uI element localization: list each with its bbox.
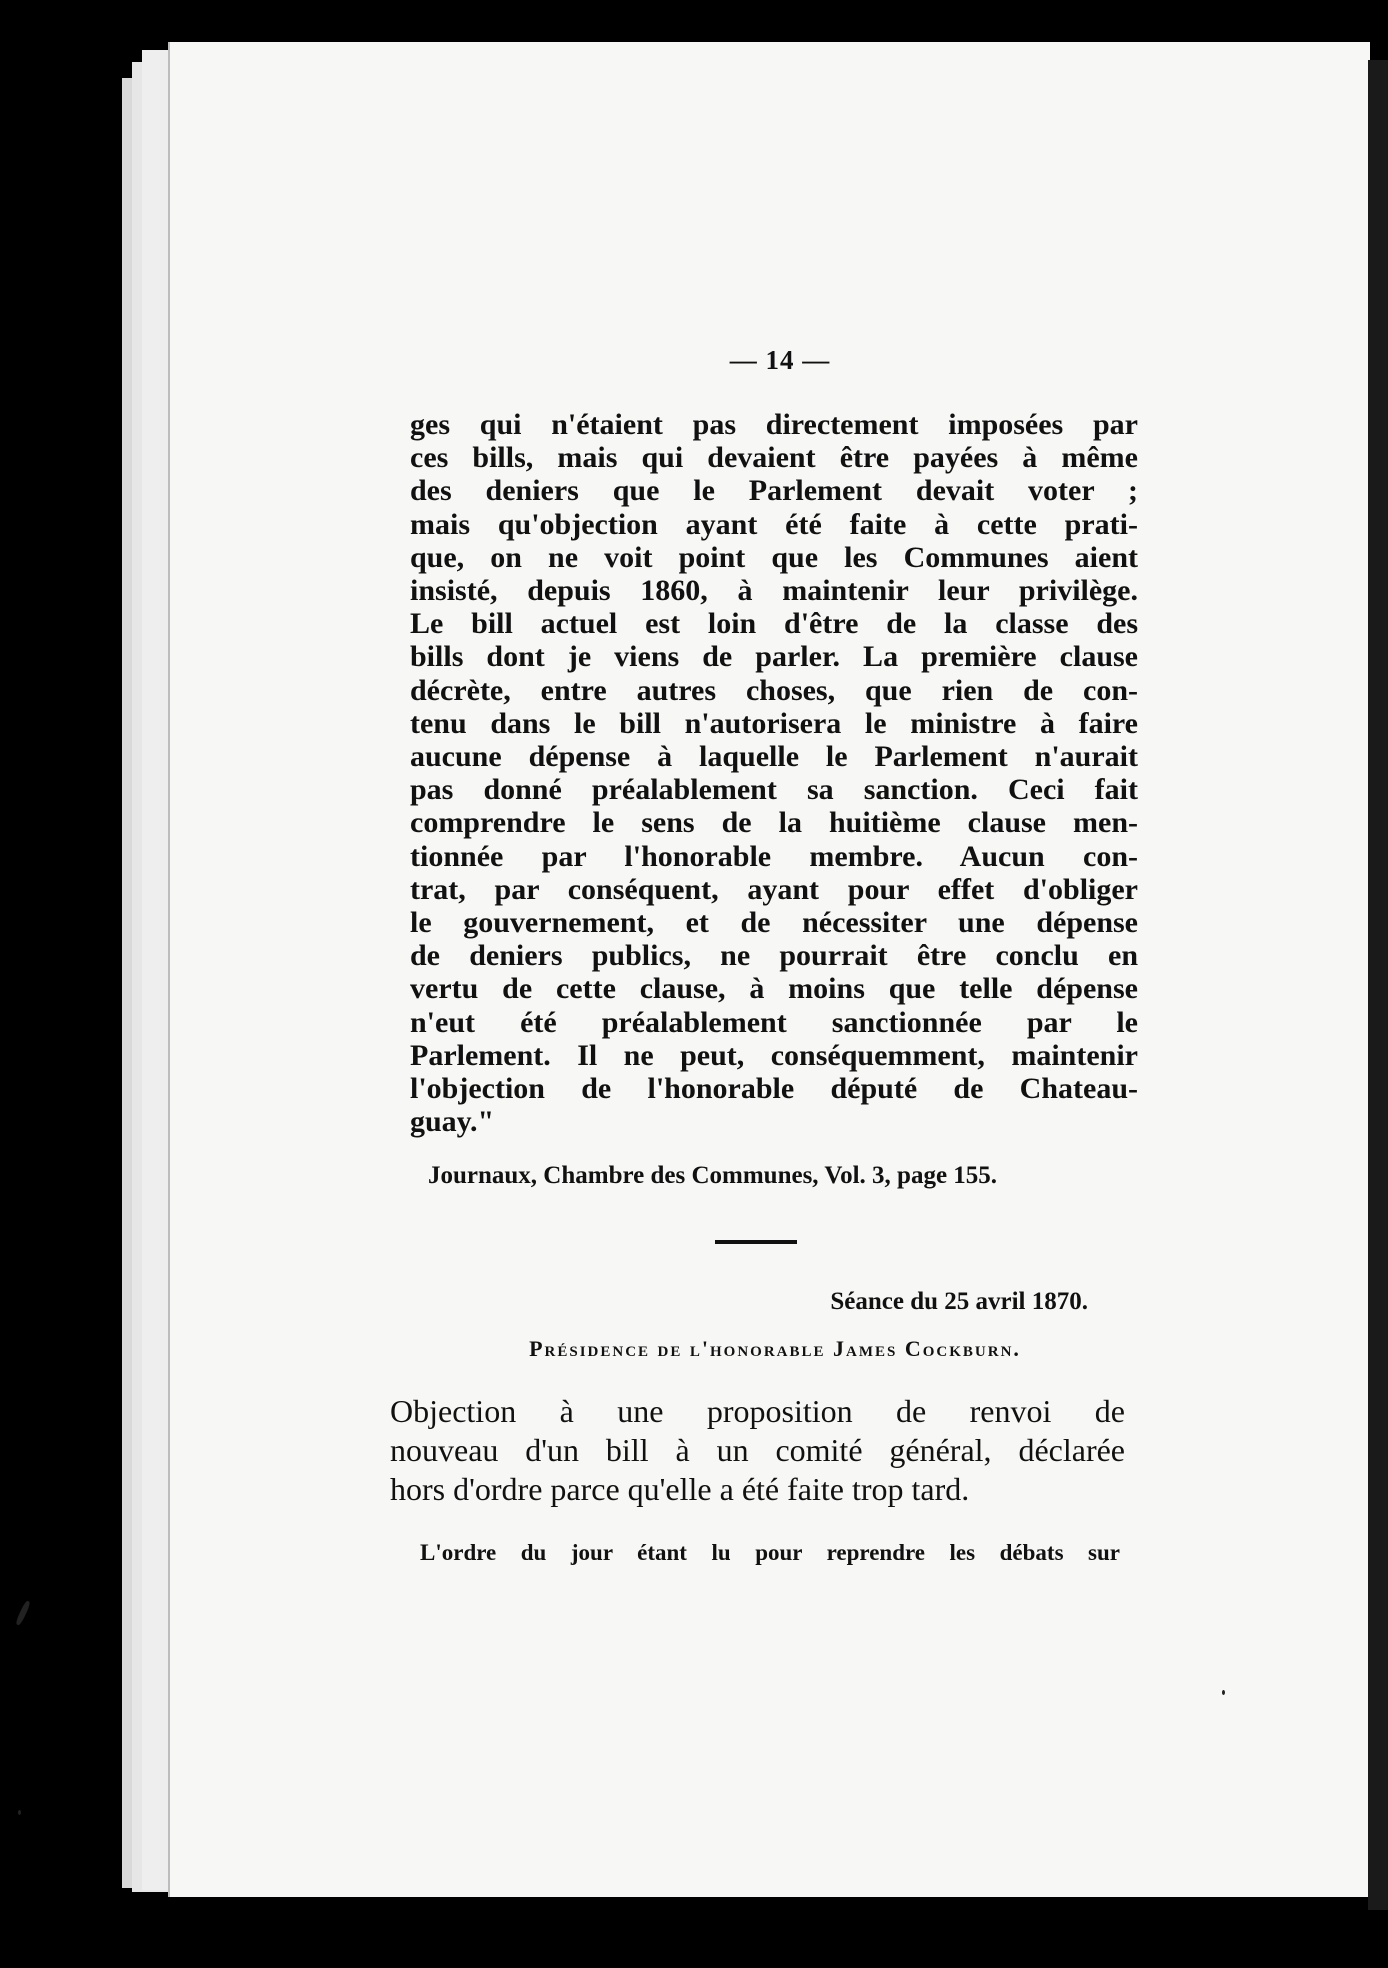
body-line: n'eut été préalablement sanctionnée par le	[410, 1005, 1138, 1039]
body-line: bills dont je viens de parler. La première clause	[410, 640, 1138, 674]
body-line: Le bill actuel est loin d'être de la classe des	[410, 607, 1138, 641]
book-spine-shadow	[1368, 60, 1388, 1910]
body-line: Parlement. Il ne peut, conséquemment, maintenir	[410, 1038, 1138, 1072]
body-line: ges qui n'étaient pas directement imposées par	[410, 408, 1138, 441]
journal-citation: Journaux, Chambre des Communes, Vol. 3, page 155.	[428, 1162, 998, 1189]
objection-line: nouveau d'un bill à un comité général, déclarée	[390, 1432, 1125, 1468]
body-paragraph	[410, 408, 1138, 1138]
objection-line: hors d'ordre parce qu'elle a été faite trop tard.	[390, 1471, 970, 1507]
body-line: des deniers que le Parlement devait voter ;	[410, 474, 1138, 508]
presidence-heading: Présidence de l'honorable James Cockburn.	[529, 1336, 1021, 1361]
session-date: Séance du 25 avril 1870.	[830, 1288, 1088, 1315]
objection-summary	[390, 1392, 1125, 1509]
body-line: vertu de cette clause, à moins que telle dépense	[410, 972, 1138, 1006]
body-line: décrète, entre autres choses, que rien de con-	[410, 673, 1138, 707]
body-line: trat, par conséquent, ayant pour effet d'obliger	[410, 872, 1138, 906]
scan-artifact	[1222, 1690, 1225, 1695]
body-line: que, on ne voit point que les Communes aient	[410, 540, 1138, 574]
objection-line: Objection à une proposition de renvoi de	[390, 1393, 1125, 1429]
body-line: mais qu'objection ayant été faite à cette prati-	[410, 507, 1138, 541]
body-line: guay."	[410, 1105, 495, 1139]
body-line: aucune dépense à laquelle le Parlement n'aurait	[410, 740, 1138, 774]
scan-artifact	[15, 1600, 31, 1626]
body-line: l'objection de l'honorable député de Chateau-	[410, 1072, 1138, 1106]
scan-artifact	[18, 1810, 21, 1815]
order-of-day-line: L'ordre du jour étant lu pour reprendre les débats sur	[420, 1540, 1120, 1565]
body-line: le gouvernement, et de nécessiter une dépense	[410, 906, 1138, 940]
page-number: — 14 —	[729, 345, 831, 375]
body-line: ces bills, mais qui devaient être payées à même	[410, 441, 1138, 475]
body-line: insisté, depuis 1860, à maintenir leur privilège.	[410, 574, 1138, 608]
body-line: pas donné préalablement sa sanction. Ceci fait	[410, 773, 1138, 807]
section-divider-rule	[715, 1240, 797, 1244]
body-line: comprendre le sens de la huitième clause men-	[410, 806, 1138, 840]
body-line: tionnée par l'honorable membre. Aucun con-	[410, 839, 1138, 873]
body-line: de deniers publics, ne pourrait être conclu en	[410, 939, 1138, 973]
body-line: tenu dans le bill n'autorisera le ministre à faire	[410, 706, 1138, 740]
